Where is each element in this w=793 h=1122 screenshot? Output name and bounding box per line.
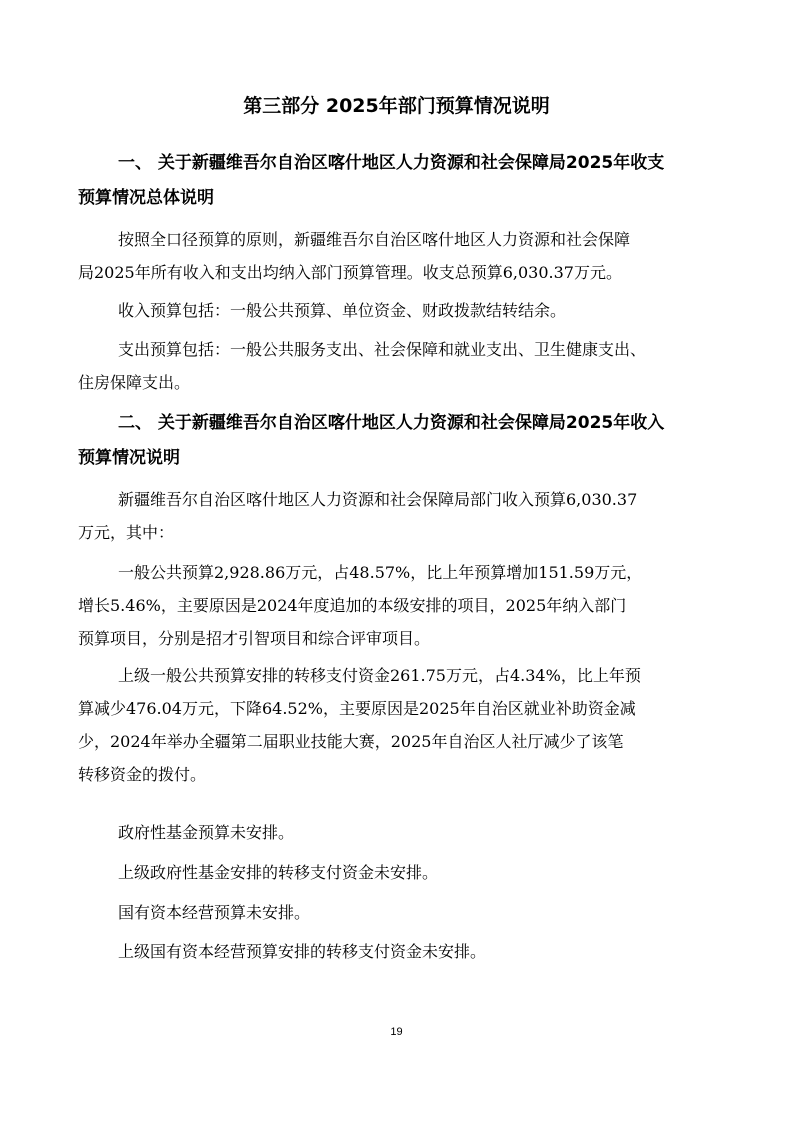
paragraph-line: 住房保障支出。 — [78, 373, 191, 392]
paragraph-line: 国有资本经营预算未安排。 — [118, 903, 311, 922]
heading-line: 预算情况说明 — [78, 448, 180, 468]
paragraph-general-budget — [78, 556, 718, 655]
paragraph-transfer-funds — [78, 659, 718, 791]
heading-line: 二、 关于新疆维吾尔自治区喀什地区人力资源和社会保障局2025年收入 — [118, 413, 665, 433]
paragraph-state-capital-transfer — [78, 935, 718, 968]
page-number: 19 — [390, 1026, 403, 1038]
paragraph-line: 一般公共预算2,928.86万元，占48.57%，比上年预算增加151.59万元， — [118, 563, 643, 582]
paragraph-income-items — [78, 294, 718, 327]
paragraph-line: 上级国有资本经营预算安排的转移支付资金未安排。 — [118, 942, 487, 961]
paragraph-line: 上级一般公共预算安排的转移支付资金261.75万元，占4.34%，比上年预 — [118, 666, 641, 685]
heading-line: 一、 关于新疆维吾尔自治区喀什地区人力资源和社会保障局2025年收支 — [118, 153, 665, 173]
paragraph-line: 局2025年所有收入和支出均纳入部门预算管理。收支总预算6,030.37万元。 — [78, 263, 622, 282]
paragraph-line: 上级政府性基金安排的转移支付资金未安排。 — [118, 863, 439, 882]
paragraph-expense-items — [78, 333, 718, 399]
page-title: 第三部分 2025年部门预算情况说明 — [243, 95, 550, 117]
paragraph-total-income — [78, 483, 718, 549]
paragraph-line: 政府性基金预算未安排。 — [118, 823, 295, 842]
paragraph-line: 按照全口径预算的原则，新疆维吾尔自治区喀什地区人力资源和社会保障 — [118, 230, 631, 249]
paragraph-scope — [78, 223, 718, 289]
paragraph-line: 新疆维吾尔自治区喀什地区人力资源和社会保障局部门收入预算6,030.37 — [118, 490, 638, 509]
heading-line: 预算情况总体说明 — [78, 188, 214, 208]
paragraph-line: 预算项目，分别是招才引智项目和综合评审项目。 — [78, 629, 431, 648]
paragraph-line: 算减少476.04万元，下降64.52%，主要原因是2025年自治区就业补助资金减 — [78, 699, 636, 718]
paragraph-line: 少，2024年举办全疆第二届职业技能大赛，2025年自治区人社厅减少了该笔 — [78, 732, 624, 751]
paragraph-line: 增长5.46%，主要原因是2024年度追加的本级安排的项目，2025年纳入部门 — [78, 596, 627, 615]
paragraph-line: 支出预算包括：一般公共服务支出、社会保障和就业支出、卫生健康支出、 — [118, 340, 647, 359]
section-2-heading — [78, 406, 718, 476]
paragraph-line: 收入预算包括：一般公共预算、单位资金、财政拨款结转结余。 — [118, 301, 567, 320]
paragraph-gov-fund — [78, 816, 718, 849]
paragraph-state-capital — [78, 896, 718, 929]
paragraph-gov-fund-transfer — [78, 856, 718, 889]
section-1-heading — [78, 146, 718, 216]
paragraph-line: 万元，其中： — [78, 523, 175, 542]
paragraph-line: 转移资金的拨付。 — [78, 765, 207, 784]
